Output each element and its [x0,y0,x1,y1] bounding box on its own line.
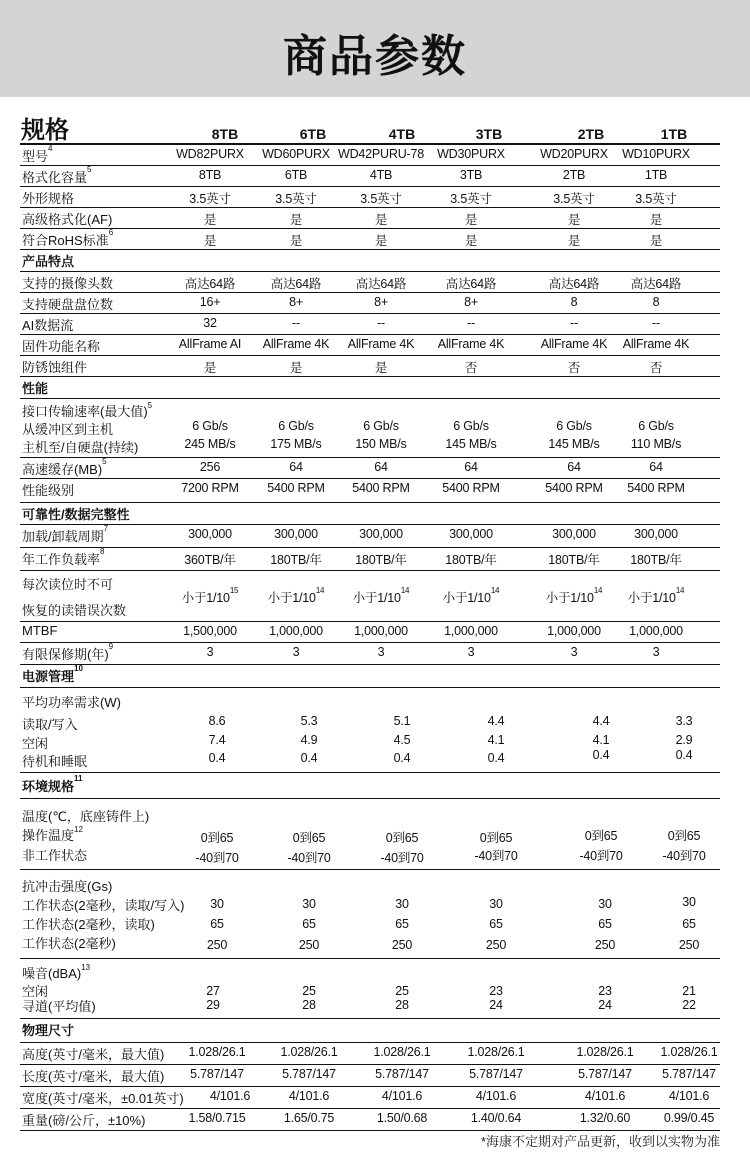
row-label: 从缓冲区到主机 [22,422,114,437]
row-label: 工作状态(2毫秒) [22,936,116,951]
table-cell: 65 [682,917,696,931]
row-label: 宽度(英寸/毫米，±0.01英寸) [22,1091,184,1106]
row-label: 平均功率需求(W) [22,695,121,710]
section-header [20,773,720,799]
table-cell: 1,000,000 [269,624,323,638]
table-cell: AllFrame 4K [347,337,415,351]
table-cell: 是 [289,361,303,375]
table-cell: 64 [649,460,663,474]
table-cell: 30 [489,897,503,911]
table-cell: 150 MB/s [355,437,407,451]
table-cell: 5.787/147 [282,1067,336,1081]
table-cell: 145 MB/s [445,437,497,451]
table-cell: 4/101.6 [584,1089,626,1103]
table-cell: 0.4 [300,751,318,765]
section-header [20,665,720,688]
table-cell: 是 [203,234,217,248]
table-row [20,166,720,187]
table-cell: 0到65 [584,829,618,843]
table-cell: AllFrame 4K [622,337,690,351]
table-row [20,145,720,166]
row-label: 待机和睡眠 [22,754,88,769]
table-cell: WD42PURU-78 [337,147,424,161]
table-cell: -- [652,316,660,330]
table-cell: 29 [206,998,220,1012]
row-label: 主机至/自硬盘(持续) [22,440,139,455]
table-cell: 5.1 [393,714,411,728]
table-cell: 3 [652,645,660,659]
table-row [20,229,720,250]
footnote-mark: 5 [147,401,153,410]
table-cell: 小于$1/10^{14}$ [352,586,410,605]
table-cell: 27 [206,984,220,998]
table-cell: 5400 RPM [352,481,410,495]
table-cell: 7200 RPM [181,481,239,495]
row-label: 支持硬盘盘位数 [22,297,114,312]
table-cell: 6 Gb/s [556,419,592,433]
table-cell: 5400 RPM [442,481,500,495]
table-cell: 5.787/147 [190,1067,244,1081]
row-label: 型号 [22,149,49,164]
table-cell: 1,000,000 [444,624,498,638]
row-label: 空闲 [22,736,49,751]
table-cell: 16+ [199,295,221,309]
table-row [20,548,720,571]
table-row [20,525,720,548]
spec-header [20,105,720,145]
table-cell: 250 [678,938,700,952]
table-cell: 1.32/0.60 [579,1111,631,1125]
table-cell: 180TB/年 [630,553,682,567]
table-cell: AllFrame 4K [262,337,330,351]
section-header [20,377,720,399]
spec-table [20,105,720,1131]
table-cell: 65 [489,917,503,931]
banner [0,0,750,97]
table-cell: 是 [374,234,388,248]
table-cell: 110 MB/s [630,437,682,451]
table-cell: 65 [395,917,409,931]
table-cell: 1.028/26.1 [660,1045,718,1059]
table-cell: 1.028/26.1 [576,1045,634,1059]
table-cell: 6 Gb/s [363,419,399,433]
table-row [20,208,720,229]
table-cell: WD30PURX [437,147,505,161]
table-cell: 4/101.6 [668,1089,710,1103]
footnote-mark: 13 [81,963,91,972]
table-cell: AllFrame 4K [437,337,505,351]
table-cell: 5.3 [300,714,318,728]
row-label: 噪音(dBA) [22,966,82,981]
footnote-mark: 12 [74,825,83,834]
table-cell: 21 [682,984,696,998]
capacity-header: 2TB [577,126,605,142]
table-cell: 3.5英寸 [275,192,317,206]
footnote-mark: 5 [87,165,92,174]
table-cell: 3.3 [675,714,693,728]
table-cell: 1,000,000 [547,624,601,638]
table-cell: 28 [302,998,316,1012]
table-cell: 6 Gb/s [192,419,228,433]
table-cell: 8+ [464,295,478,309]
table-cell: 1,000,000 [354,624,408,638]
table-cell: 是 [649,234,663,248]
row-label: 格式化容量 [22,170,88,185]
table-cell: 180TB/年 [548,553,600,567]
table-cell: 0到65 [385,831,419,845]
table-cell: WD60PURX [262,147,330,161]
table-cell: 4.1 [592,733,610,747]
power-block [20,688,720,773]
table-cell: 5400 RPM [627,481,685,495]
table-cell: 6 Gb/s [638,419,674,433]
table-cell: 3.5英寸 [635,192,677,206]
table-cell: 是 [464,234,478,248]
table-cell: 4/101.6 [475,1089,517,1103]
table-cell: AllFrame AI [178,337,242,351]
row-label: 非工作状态 [22,848,88,863]
section-header [20,1019,720,1043]
table-cell: 300,000 [359,527,403,541]
row-label: 温度(℃，底座铸件上) [22,809,150,824]
table-cell: 5400 RPM [267,481,325,495]
footnote-mark: 5 [102,457,107,466]
table-cell: 2TB [562,168,586,182]
table-cell: 30 [210,897,224,911]
capacity-header: 6TB [299,126,327,142]
table-cell: 高达64路 [270,277,322,291]
table-cell: 1.50/0.68 [376,1111,428,1125]
table-cell: 250 [391,938,413,952]
table-cell: 3 [467,645,475,659]
footnote-mark: 4 [48,144,53,153]
table-cell: 1.028/26.1 [188,1045,246,1059]
table-cell: 8 [652,295,660,309]
table-cell: 3 [206,645,214,659]
capacity-header: 1TB [660,126,688,142]
table-cell: AllFrame 4K [540,337,608,351]
table-cell: 245 MB/s [184,437,236,451]
table-cell: 0.4 [393,751,411,765]
row-label: 年工作负载率 [22,552,101,567]
table-cell: 250 [594,938,616,952]
table-cell: 1.028/26.1 [373,1045,431,1059]
interface-block [20,399,720,458]
row-label: 支持的摄像头数 [22,276,114,291]
table-cell: 300,000 [449,527,493,541]
table-cell: 高达64路 [630,277,682,291]
table-cell: WD20PURX [540,147,608,161]
table-cell: 8TB [198,168,222,182]
table-row [20,1109,720,1131]
row-label: 接口传输速率(最大值) [22,404,148,419]
row-label: 外形规格 [22,191,75,206]
row-label: 每次读位时不可 [22,577,114,592]
table-cell: 5.787/147 [469,1067,523,1081]
table-cell: 3 [570,645,578,659]
table-cell: -- [570,316,578,330]
table-cell: 360TB/年 [184,553,236,567]
table-row [20,1087,720,1109]
table-cell: 3 [377,645,385,659]
table-cell: 64 [464,460,478,474]
table-cell: 0.4 [208,751,226,765]
table-cell: 否 [567,361,581,375]
table-cell: 3.5英寸 [450,192,492,206]
table-cell: 64 [567,460,581,474]
table-cell: 3TB [459,168,483,182]
row-label: 抗冲击强度(Gs) [22,879,113,894]
section-title: 可靠性/数据完整性 [22,507,130,522]
table-cell: 250 [206,938,228,952]
row-label: 固件功能名称 [22,339,101,354]
table-cell: 64 [289,460,303,474]
table-cell: 1,500,000 [183,624,237,638]
noise-block [20,959,720,1019]
table-cell: 175 MB/s [270,437,322,451]
capacity-header: 3TB [475,126,503,142]
table-cell: 300,000 [188,527,232,541]
footnote: *海康不定期对产品更新，收到以实物为准 [480,1134,720,1149]
table-cell: 5.787/147 [375,1067,429,1081]
table-cell: 23 [598,984,612,998]
table-cell: 是 [203,361,217,375]
row-label: 重量(磅/公斤，±10%) [22,1113,146,1128]
footnote-mark: 8 [100,547,105,556]
table-cell: 高达64路 [445,277,497,291]
table-cell: 3.5英寸 [189,192,231,206]
row-label: 寻道(平均值) [22,999,96,1014]
table-row [20,293,720,314]
table-cell: 1.40/0.64 [470,1111,522,1125]
table-cell: 24 [489,998,503,1012]
section-title: 环境规格 [22,779,75,794]
table-cell: 0到65 [479,831,513,845]
table-cell: 4.1 [487,733,505,747]
table-cell: 小于$1/10^{14}$ [627,586,685,605]
table-cell: 1,000,000 [629,624,683,638]
table-cell: -40到70 [662,849,706,863]
table-cell: 是 [289,234,303,248]
table-cell: 4.4 [592,714,610,728]
table-cell: 3 [292,645,300,659]
row-label: 高速缓存(MB) [22,462,103,477]
table-cell: 30 [395,897,409,911]
table-row [20,314,720,335]
banner-title: 商品参数 [283,31,467,82]
table-cell: 是 [374,213,388,227]
table-cell: 300,000 [552,527,596,541]
row-label: 高级格式化(AF) [22,212,113,227]
table-cell: 25 [302,984,316,998]
table-cell: 高达64路 [548,277,600,291]
table-cell: -- [292,316,300,330]
table-cell: 高达64路 [355,277,407,291]
table-cell: -- [467,316,475,330]
table-cell: 6 Gb/s [453,419,489,433]
row-label: 工作状态(2毫秒，读取/写入) [22,898,185,913]
capacity-header: 8TB [211,126,239,142]
table-row [20,335,720,356]
table-cell: 25 [395,984,409,998]
table-cell: 0.4 [592,748,610,762]
row-label: 空闲 [22,984,49,999]
row-label: 操作温度 [22,828,75,843]
table-cell: 8.6 [208,714,226,728]
table-cell: 32 [203,316,217,330]
table-cell: WD10PURX [622,147,690,161]
table-cell: 0到65 [292,831,326,845]
table-cell: 1.58/0.715 [188,1111,246,1125]
row-label: 符合RoHS标准 [22,233,109,248]
table-cell: 0.4 [675,748,693,762]
table-cell: 250 [485,938,507,952]
table-cell: 180TB/年 [355,553,407,567]
table-cell: 300,000 [274,527,318,541]
table-cell: 22 [682,998,696,1012]
row-label: 加载/卸载周期 [22,529,104,544]
table-cell: 64 [374,460,388,474]
table-cell: -40到70 [195,851,239,865]
table-row [20,272,720,293]
table-row [20,1065,720,1087]
table-cell: 30 [598,897,612,911]
table-cell: 65 [598,917,612,931]
row-label: 性能级别 [22,483,75,498]
section-title: 电源管理 [22,669,75,684]
table-cell: 3.5英寸 [553,192,595,206]
table-cell: 300,000 [634,527,678,541]
footnote-mark: 10 [74,664,83,673]
table-cell: 是 [567,234,581,248]
table-cell: 23 [489,984,503,998]
temperature-block [20,799,720,870]
table-cell: WD82PURX [176,147,244,161]
capacity-header: 4TB [388,126,416,142]
table-cell: 28 [395,998,409,1012]
table-cell: 4/101.6 [209,1089,251,1103]
table-cell: 8+ [374,295,388,309]
table-row [20,187,720,208]
table-cell: 是 [649,213,663,227]
table-cell: 1TB [644,168,668,182]
row-label: 有限保修期(年) [22,647,109,662]
read-error-row [20,571,720,622]
table-cell: 65 [210,917,224,931]
table-cell: 0.99/0.45 [663,1111,715,1125]
table-cell: 小于$1/10^{14}$ [442,586,500,605]
table-cell: 高达64路 [184,277,236,291]
table-cell: 5.787/147 [662,1067,716,1081]
table-cell: -40到70 [579,849,623,863]
footnote-mark: 11 [74,774,83,783]
table-cell: 4TB [369,168,393,182]
table-cell: 4.4 [487,714,505,728]
table-row [20,1043,720,1065]
table-cell: 6 Gb/s [278,419,314,433]
table-cell: -40到70 [474,849,518,863]
table-cell: 是 [289,213,303,227]
row-label: 防锈蚀组件 [22,360,88,375]
table-cell: 1.028/26.1 [467,1045,525,1059]
footnote-mark: 7 [103,524,109,533]
table-cell: 7.4 [208,733,226,747]
row-label: 长度(英寸/毫米，最大值) [22,1069,165,1084]
table-cell: 小于$1/10^{15}$ [181,586,239,605]
table-row [20,622,720,643]
table-cell: 30 [302,897,316,911]
table-cell: 5400 RPM [545,481,603,495]
row-label: MTBF [22,623,58,638]
table-cell: 3.5英寸 [360,192,402,206]
table-row [20,458,720,479]
table-cell: -- [377,316,385,330]
table-cell: 180TB/年 [445,553,497,567]
table-cell: 24 [598,998,612,1012]
table-cell: 4.5 [393,733,411,747]
table-cell: 256 [199,460,221,474]
row-label: AI数据流 [22,318,74,333]
table-cell: 否 [649,361,663,375]
footnote-mark: 6 [108,228,114,237]
row-label: 高度(英寸/毫米，最大值) [22,1047,165,1062]
spec-title: 规格 [21,116,69,144]
table-cell: 2.9 [675,733,693,747]
table-cell: 145 MB/s [548,437,600,451]
table-cell: 0到65 [200,831,234,845]
table-cell: 4/101.6 [288,1089,330,1103]
table-row [20,356,720,377]
table-cell: 0.4 [487,751,505,765]
table-cell: 5.787/147 [578,1067,632,1081]
table-cell: 250 [298,938,320,952]
shock-block [20,870,720,959]
section-title: 产品特点 [22,254,75,269]
table-cell: 8+ [289,295,303,309]
table-cell: 4.9 [300,733,318,747]
table-cell: 4/101.6 [381,1089,423,1103]
table-row [20,479,720,503]
table-cell: 65 [302,917,316,931]
section-title: 性能 [22,381,49,396]
table-cell: 是 [567,213,581,227]
table-cell: 30 [682,895,696,909]
table-cell: 是 [203,213,217,227]
footnote-mark: 9 [108,642,114,651]
table-cell: 6TB [284,168,308,182]
table-cell: -40到70 [287,851,331,865]
section-header [20,250,720,272]
table-cell: 是 [464,213,478,227]
table-cell: 8 [570,295,578,309]
table-cell: 1.65/0.75 [283,1111,335,1125]
table-cell: 1.028/26.1 [280,1045,338,1059]
table-cell: -40到70 [380,851,424,865]
table-cell: 小于$1/10^{14}$ [267,586,325,605]
table-cell: 180TB/年 [270,553,322,567]
table-cell: 小于$1/10^{14}$ [545,586,603,605]
row-label: 读取/写入 [22,717,78,732]
table-cell: 否 [464,361,478,375]
row-label: 恢复的读错误次数 [22,603,127,618]
table-row [20,643,720,665]
table-cell: 是 [374,361,388,375]
section-header [20,503,720,525]
row-label: 工作状态(2毫秒，读取) [22,917,155,932]
table-cell: 0到65 [667,829,701,843]
section-title: 物理尺寸 [22,1023,75,1038]
